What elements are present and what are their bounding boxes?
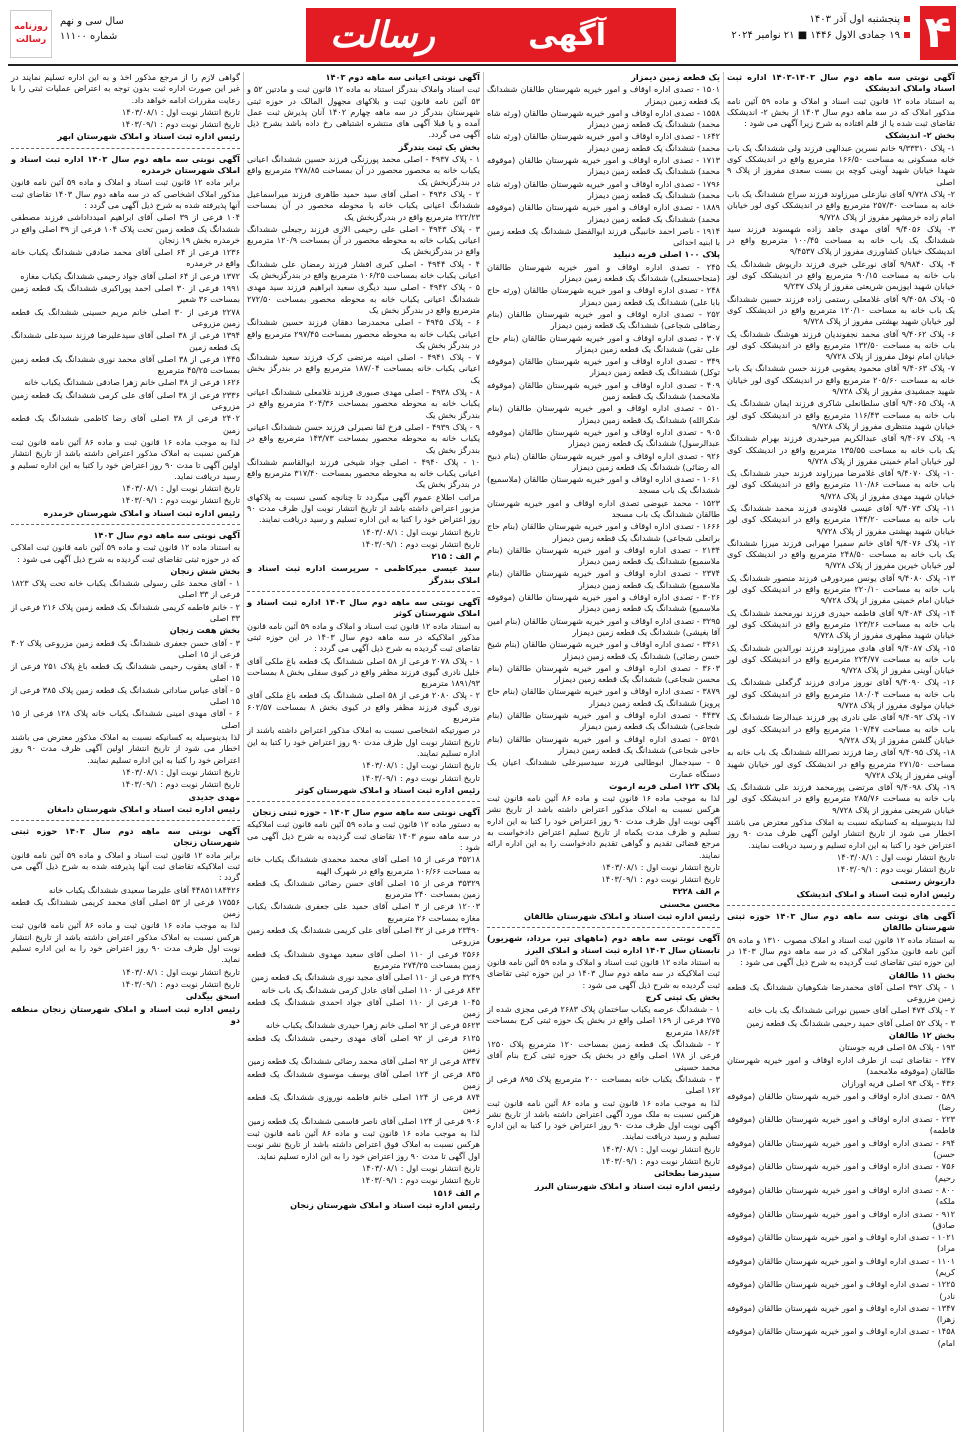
notice-text: ۱۱- پلاک ۹/۴۰۷۳ آقای عیسی قلاوندی فرزند محمد ششدانگ یک باب خانه به مساحت ۱۴۴/۲۰ مترمربع واقع در اندیشکک کوی لور خیابان شهید بهشتی مفروز از پلاک ۹/۷۲۸ [727, 502, 955, 536]
notice-text: ۲- پلاک ۹/۷۲۸ آقای نیازعلی میرزاوند فرزند سراج ششدانگ یک باب خانه به مساحت ۲۵۷/۳۰ مترمربع واقع در اندیشکک کوی لور خیابان امام زاده خرمشهر مفروز از پلاک ۹/۷۲۸ [727, 188, 956, 222]
notice-text: ۳ - آقای حسن جعفری ششدانگ یک قطعه زمین مزروعی پلاک ۴۰۲ فرعی از ۱۵ اصلی [11, 637, 240, 659]
notice-signature: محسن محسنی [659, 898, 720, 909]
notice-text: ۲۳۷۴ - تصدی اداره اوقاف و امور خیریه شهرستان طالقان (بنام ملاسمیع) ششدانگ یک قطعه زمین دیمزار [487, 568, 720, 590]
date-line-2: ۱۹ جمادی الاول ۱۴۴۶ ■ ۲۱ نوامبر ۲۰۲۴ [731, 30, 900, 41]
notice-text: ۱۲۰۰۳ فرعی از ۳ اصلی آقای حمید علی جعفری ششدانگ یکباب مغازه بمساحت ۲۶ مترمربع [247, 901, 481, 923]
notice-text: ۲۲۳ - تصدی اداره اوقاف و امور خیریه شهرستان طالقان (موقوفه فاطمه) [727, 1114, 955, 1136]
notice-heading: رئیس اداره ثبت اسناد و املاک اندیشکک [796, 888, 955, 899]
notice-text: ۸۷۴ فرعی از ۱۲۴ اصلی خانم فاطمه نوروزی ششدانگ یک قطعه زمین [247, 1092, 480, 1114]
notice-text: ۱۸- پلاک ۹/۴۰۹۵ آقای رضا فرزند نصرالله ششدانگ یک باب خانه به مساحت ۲۷۱/۵۰ مترمربع واقع در اندیشکک کوی لور خیابان شهید آوینی مفروز از پلاک ۹/۷۲۸ [727, 747, 956, 780]
logo-text-1: روزنامه [14, 22, 48, 32]
notice-separator [11, 148, 240, 149]
notice-text: ۱ - آقای محمد علی رسولی ششدانگ یکباب خانه تحت پلاک ۱۸۲۳ فرعی از ۳۳ اصلی [11, 578, 240, 600]
notice-text: ۱۴۵۸ - تصدی اداره اوقاف و امور خیریه شهرستان طالقان (موقوفه امام) [727, 1326, 955, 1348]
notice-heading: آگهی نوبتی سه ماهه دوم (ماههای تیر، مرداد، شهریور) تابستان سال ۱۴۰۳ اداره ثبت اسناد و املاک البرز [487, 933, 720, 955]
notice-text: ۳۴۹ - تصدی اداره اوقاف و امور خیریه شهرستان طالقان (موقوفه توکل) ششدانگ یک قطعه زمین دیمزار [487, 356, 720, 378]
notice-heading: پلاک ۱۲۳ اصلی قریه ارموت [609, 780, 720, 791]
notice-text: ۳۰۲۶ - تصدی اداره اوقاف و امور خیریه شهرستان طالقان (موقوفه ملاسمیع) ششدانگ یک قطعه زمین دیمزار [487, 592, 720, 614]
notice-text: ۱۹- پلاک ۹/۴۰۹۸ آقای مرتضی پورمحمد فرزند علی ششدانگ یک باب خانه به مساحت ۲۸۵/۷۶ مترمربع واقع در اندیشکک کوی لور خیابان شریعتی مفروز از پلاک ۹/۷۲۸ [727, 782, 955, 815]
notice-heading: م الف ۱۵۱۶ [432, 1187, 480, 1198]
notice-text: تاریخ انتشار نوبت دوم : ۱۴۰۳/۰۹/۱ [361, 772, 480, 783]
notice-text: ۳۰۷ - تصدی اداره اوقاف و امور خیریه شهرستان طالقان (بنام حاج علی تقی) ششدانگ یک قطعه زمین دیمزار [487, 332, 720, 354]
notice-text: ۷- پلاک ۹/۴۰۶۳ آقای محمود یعقوبی فرزند حسن ششدانگ یک باب خانه به مساحت ۲۰۵/۶۰ مترمربع واقع در اندیشکک کوی لور خیابان شهید جمشیدی مفروز از پلاک ۹/۷۲۸ [727, 363, 955, 397]
notice-text: ۸ - پلاک ۴۹۳۸ - اصلی مهدی صبوری فرزند غلامعلی ششدانگ اعیانی یکباب خانه به محوطه محصور بمساحت ۲۰۴/۳۶ مترمربع واقع در بندرگز بخش یک [247, 387, 480, 420]
notice-heading: یک قطعه زمین دیمزار [631, 72, 720, 82]
notice-text: ۱۰۴۵ فرعی از ۱۱۰ اصلی آقای جواد احمدی ششدانگ یک قطعه زمین [247, 996, 480, 1019]
notice-text: مراتب اطلاع عموم آگهی میگردد تا چنانچه کسی نسبت به پلاکهای مزبور اعتراض داشته باشد از تاریخ انتشار نوبت اول ظرف مدت ۹۰ روز اعتراض خود را کتبا به این اداره تسلیم و رسید دریافت نمایند. [247, 491, 480, 525]
notice-separator [247, 591, 480, 592]
notice-text: ۱۹۹۱ فرعی از ۳۰ اصلی احمد پوراکبری ششدانگ یک قطعه زمین بمساحت ۳۶ شعیر [11, 283, 240, 305]
notice-text: ۸۴۳ فرعی از ۱۱۰ اصلی آقای عادل کرمی ششدانگ یک باب خانه [261, 984, 480, 995]
notice-signature: سیدرضا بطحائی [653, 1168, 720, 1179]
notice-text: ۷ - پلاک ۴۹۴۱ - اصلی امینه مرتضی کرک فرزند سعید ششدانگ اعیانی یکباب خانه بمساحت ۱۸۷/۰۴ مترمربع واقع در بندرگز بخش یک [247, 352, 480, 385]
notice-text: ۴۴۸۵۱۱۸۴۴۲۶ آقای علیرضا سعیدی ششدانگ یکباب خانه [48, 884, 240, 895]
section-title: آگهی [528, 18, 606, 53]
notice-text: ۴ - آقای یعقوب رحیمی ششدانگ یک قطعه باغ پلاک ۲۵۱ فرعی از ۱۵ اصلی [11, 661, 240, 683]
notice-text: ۸۳۴۷ فرعی از ۹۲ اصلی آقای محمد رضائی ششدانگ یک قطعه زمین [247, 1056, 480, 1067]
notice-text: تاریخ انتشار نوبت دوم : ۱۴۰۳/۰۹/۱ [361, 538, 480, 549]
notice-text: ۲۵۲ - تصدی اداره اوقاف و امور خیریه شهرستان طالقان (بنام رضاقلی شجاعی) ششدانگ یک قطعه زمین دیمزار [487, 308, 720, 331]
date-line-1: پنجشنبه اول آذر ۱۴۰۳ [809, 14, 900, 25]
notice-text: ۲۴۵ - تصدی اداره اوقاف و امور خیریه شهرستان طالقان (منجاحسنعلی) ششدانگ یک قطعه زمین دیمزار [487, 261, 720, 284]
notice-text: ۱۰۲۱ - تصدی اداره اوقاف و امور خیریه شهرستان طالقان (موقوفه مراد) [727, 1232, 955, 1254]
notice-text: ۳۵۲۱۸ فرعی از ۱۵ اصلی آقای محمد محمدی ششدانگ یکباب خانه به مساحت ۱۰۶/۶۶ مترمربع واقع در شهرک الهیه [247, 854, 480, 876]
notice-text: ۶ - پلاک ۴۹۴۵ - اصلی محمدرضا دهقان فرزند حسین ششدانگ اعیانی یکباب خانه به محوطه محصور بمساحت ۲۹۷/۴۵ مترمربع واقع در بندرگز بخش یک [247, 317, 481, 350]
notice-text: ۲۴۰۲ فرعی از ۳۸ اصلی آقای رضا کاظمی ششدانگ یک قطعه زمین [11, 413, 240, 435]
notice-text: ۱۴- پلاک ۹/۴۰۸۴ آقای فاطمه حیدری فرزند نورمحمد ششدانگ یک باب خانه به مساحت ۱۲۳/۲۶ مترمربع واقع در اندیشکک کوی لور خیابان شهید مطهری مفروز از پلاک ۹/۷۲۸ [727, 607, 956, 641]
notice-text: لذا بدینوسیله به کسانیکه نسبت به املاک مذکور معترض می باشند اخطار می شود از تاریخ انتشار اولین آگهی ظرف مدت ۹۰ روز اعتراض خود را کتبا به این اداره تسلیم و رسید دریافت نمایند. [727, 817, 955, 850]
small-logo [10, 10, 52, 58]
notice-text: ۵ - آقای عباس ساداتی ششدانگ یک قطعه زمین پلاک ۳۸۵ فرعی از ۱۵ اصلی [11, 684, 241, 707]
notice-heading: سید عیسی میرکاظمی - سرپرست اداره ثبت اسناد و املاک بندرگز [247, 563, 480, 585]
notice-heading: بخش یک ثبتی کرج [645, 991, 720, 1002]
notice-heading: رئیس اداره ثبت اسناد و املاک شهرستان زنجان [290, 1199, 480, 1210]
notice-text: تاریخ انتشار نوبت دوم : ۱۴۰۳/۰۹/۱ [121, 978, 240, 989]
notice-text: ۲۳۴۹۰ فرعی از ۴۲ اصلی آقای علی کریمی ششدانگ یک قطعه زمین مزروعی [247, 925, 480, 947]
notice-heading: رئیس اداره ثبت اسناد و املاک شهرستان ابهر [57, 131, 240, 142]
notice-text: ۸۳۵ فرعی از ۱۲۴ اصلی آقای یوسف موسوی ششدانگ یک قطعه زمین [247, 1068, 480, 1090]
column-1 [723, 72, 958, 1432]
notice-text: به دستور ماده ۱۲ قانون ثبت و ماده ۵۹ آئین نامه قانون ثبت املاکیکه در سه ماهه سوم ۱۴۰۳ تقاضای ثبت گردیده به شرح ذیل آگهی می شود : [247, 819, 480, 852]
notice-text: ۱۵۰۱ - تصدی اداره اوقاف و امور خیریه شهرستان طالقان ششدانگ یک قطعه زمین دیمزار [487, 84, 720, 106]
notice-text: به استناد ماده ۱۲ قانون ثبت اسناد و املاک و ماده ۵۹ آئین نامه قانون ثبت املاکیکه در سه ماهه دوم سال ۱۴۰۳ در این حوزه ثبتی تقاضای ثبت گردیده به شرح ذیل آگهی می شود : [487, 956, 720, 990]
bullet-icon [904, 16, 910, 22]
notice-text: ۲ - پلاک ۴۷۴ اصلی آقای حسین نورانی ششدانگ یک باب خانه [747, 1005, 955, 1016]
notice-text: ۱ - پلاک ۳۹۲ اصلی آقای محمدرضا شکوهیان ششدانگ یک قطعه زمین مزروعی [727, 981, 955, 1004]
notice-text: ۱ - ششدانگ عرصه یکباب ساختمان پلاک ۲۶۸۳ فرعی مجزی شده از ۲۷۵ فرعی از ۱۶۹ اصلی واقع در بخش یک حوزه ثبتی کرج بمساحت ۱۸۶/۶۴ مترمربع [487, 1004, 720, 1037]
notice-text: تاریخ انتشار نوبت دوم : ۱۴۰۳/۰۹/۱ [601, 874, 720, 885]
notice-separator [11, 820, 240, 821]
notice-text: به استناد ماده ۱۲ قانون ثبت اسناد و املاک مصوب ۱۳۱۰ و ماده ۵۹ آئین نامه قانون مذکور املاکی که در سه ماهه دوم سال ۱۴۰۳ در این حوزه ثبتی تقاضای ثبت گردیده به شرح ذیل آگهی می شود : [727, 934, 956, 968]
notice-heading: آگهی نوبتی سه ماهه سوم سال ۱۴۰۳ - حوزه ثبتی زنجان [252, 807, 480, 818]
notice-text: ۱۸۸۹ - تصدی اداره اوقاف و امور خیریه شهرستان طالقان (موقوفه محمد) ششدانگ یک قطعه زمین دیمزار [487, 202, 720, 224]
notice-heading: رئیس اداره ثبت اسناد و املاک شهرستان زنجان منطقه دو [11, 1003, 240, 1025]
notice-text: ۳۶۰۳ - تصدی اداره اوقاف و امور خیریه شهرستان طالقان (بنام محسن شجاعی) ششدانگ یک قطعه زمین دیمزار [487, 662, 720, 685]
notice-text: ۱۵- پلاک ۹/۴۰۸۷ آقای هادی میرزاوند فرزند نورالدین ششدانگ یک باب خانه به مساحت ۲۲۴/۷۷ مترمربع واقع در اندیشکک کوی لور خیابان آوینی مفروز از پلاک ۹/۷۲۸ [727, 642, 955, 676]
notice-separator [727, 905, 955, 906]
notice-text: ۱ - پلاک ۴۹۳۷ - اصلی محمد پورزنگی فرزند حسین ششدانگ اعیانی یکباب خانه به محصور محصور در آن بمساحت ۲۷۸/۸۵ مترمربع واقع در بندرگزبخش یک [247, 154, 480, 187]
notice-text: لذا به موجب ماده ۱۶ قانون ثبت و ماده ۸۶ آئین نامه قانون ثبت هرکس نسبت به املاک فوق اعتراض داشته باشد از تاریخ نشر نوبت اول آگهی تا مدت ۹۰ روز اعتراض خود را به این اداره تسلیم نماید. [247, 1128, 480, 1161]
notice-text: برابر ماده ۱۲ قانون ثبت اسناد و املاک و ماده ۵۹ آئین نامه قانون ثبت املاکیکه تقاضای ثبت آنها پذیرفته شده به شرح ذیل آگهی می گردد : [11, 849, 241, 883]
notice-text: ۲ - ششدانگ یک قطعه زمین بمساحت ۱۲۰ مترمربع پلاک ۱۲۵۰ فرعی از ۱۷۸ اصلی واقع در بخش یک حوزه ثبتی کرج بنام آقای محمد حسینی [487, 1039, 721, 1072]
date-block [731, 12, 910, 44]
notice-text: ۳ - ششدانگ یکباب خانه بمساحت ۲۰۰ مترمربع پلاک ۸۹۵ فرعی از ۱۶۲ اصلی [487, 1073, 720, 1096]
notice-text: ۲۳۳۶ فرعی از ۳۸ اصلی آقای علی کرمی ششدانگ یک قطعه زمین مزروعی [11, 389, 240, 412]
page-number: ۴ [920, 6, 956, 60]
notice-heading: آگهی نوبتی سه ماهه دوم سال ۱۴۰۳ اداره ثبت اسناد و املاک شهرستان کوثر [247, 597, 480, 619]
column-2 [483, 72, 723, 1432]
notice-text: ۱۶۶۶ - تصدی اداره اوقاف و امور خیریه شهرستان طالقان (بنام حاج براتعلی شجاعی) ششدانگ یک قطعه زمین دیمزار [487, 521, 720, 543]
notice-heading: پلاک ۱۰۰ اصلی قریه دنبلید [613, 249, 720, 260]
notice-heading: رئیس اداره ثبت اسناد و املاک شهرستان خرمدره [43, 507, 240, 518]
notice-text: ۴- پلاک ۹/۹۸۴۰ آقای نورعلی خیری فرزند داریوش ششدانگ یک باب خانه به مساحت ۹۰/۱۵ مترمربع واقع در اندیشکک کوی لور خیابان شهید ایوزیمن شریعتی مفروز از پلاک ۹/۲۳۷ [727, 258, 955, 292]
notice-text: تاریخ انتشار نوبت اول : ۱۴۰۳/۰۸/۱ [121, 483, 240, 494]
issue-meta [60, 14, 124, 44]
notice-text: تاریخ انتشار نوبت اول : ۱۴۰۳/۰۸/۱ [361, 526, 480, 537]
notice-text: تاریخ انتشار نوبت دوم : ۱۴۰۳/۰۹/۱ [601, 1156, 720, 1167]
notice-text: ۲۴۸ - تصدی اداره اوقاف و امور خیریه شهرستان طالقان (ورثه حاج بابا علی) ششدانگ یک قطعه زمین دیمزار [487, 285, 720, 307]
notice-text: تاریخ انتشار نوبت دوم : ۱۴۰۳/۰۹/۱ [361, 1175, 480, 1186]
columns-area [8, 72, 958, 1432]
notice-text: ۱۵۵۸ - تصدی اداره اوقاف و امور خیریه شهرستان طالقان (ورثه شاه محمد) ششدانگ یک قطعه زمین دیمزار [487, 107, 720, 130]
notice-text: ۲۴۷ - تقاضای ثبت از طرف اداره اوقاف و امور خیریه شهرستان طالقان (موقوفه ملامحمد) [727, 1054, 955, 1076]
notice-text: لذا به موجب ماده ۱۶ قانون ثبت و ماده ۸۶ آئین نامه قانون ثبت هرکس نسبت به ملک مورد آگهی اعتراض داشته باشد از تاریخ نشر آگهی نوبت اول ظرف مدت ۹۰ روز اعتراض خود را کتبا به این اداره تسلیم و رسید دریافت نمایند. [487, 1097, 720, 1142]
notice-heading: بخش ۱۲ طالقان [888, 1030, 955, 1041]
notice-text: ۵ - سیدجمال ابوطالبی فرزند سیدسیرعلی ششدانگ اعیان یک دستگاه عمارت [487, 757, 720, 779]
notice-text: ۱۶- پلاک ۹/۴۰۹۰ آقای نوروز مرادی فرزند گرگعلی ششدانگ یک باب خانه به مساحت ۱۸۰/۰۴ مترمربع واقع در اندیشکک کوی لور خیابان مولوی مفروز از پلاک ۹/۷۲۸ [727, 677, 956, 711]
notice-text: ۱۳- پلاک ۹/۴۰۸۰ آقای یونس میردورقی فرزند منصور ششدانگ یک باب خانه به مساحت ۲۲۰/۱۰ مترمربع واقع در اندیشکک کوی لور خیابان امام خمینی مفروز از پلاک ۹/۷۲۸ [727, 572, 955, 606]
notice-text: ۱۹۱۴ - ناصر احمد خانبیگی فرزند ابوالفضل ششدانگ یک قطعه زمین با ابنیه احداثی [487, 225, 720, 248]
notice-text: ۱ - پلاک ۲۰۷۸ فرعی از ۵۸ اصلی ششدانگ یک قطعه باغ ملکی آقای خلیل نادری گیوی فرزند مظفر واقع در کیوی سفلی بخش ۸ بمساحت ۱۸۹۱/۹۳ مترمربع [247, 655, 480, 689]
notice-text: به استناد ماده ۱۲ قانون ثبت اسناد و املاک و ماده ۵۹ آئین نامه مذکور املاک که در سه ماهه دوم سال ۱۴۰۳ از بخش ۲- اندیشکک تقاضای ثبت شده یا از قلم افتاده به شرح زیرا آگهی می شود : [727, 95, 955, 129]
notice-heading: آگهی نوبتی سه ماهه دوم سال ۱۴۰۳ حوزه ثبتی شهرستان زنجان [11, 826, 240, 848]
notice-text: ۲ - خانم فاطمه کریمی ششدانگ یک قطعه زمین پلاک ۲۱۶ فرعی از ۳۳ اصلی [11, 601, 240, 624]
notice-text: ۱۰۴ فرعی از ۳۹ اصلی آقای ابراهیم امیدداداشی فرزند مصطفی ششدانگ یک قطعه زمین تحت پلاک ۱۰۴ فرعی از ۳۹ اصلی واقع در خرمدره بخش ۱۹ زنجان [11, 212, 240, 245]
notice-text: ثبت اسناد واملاک بندرگز استناد به ماده ۱۲ قانون ثبت و مادتین ۵۲ و ۵۳ آئین نامه قانون ثبت و بلاکهای مجهول المالک در حوزه ثبتی شهرستان بندرگز در سه ماهه چهارم ۱۴۰۲ آنان پذیرش ثبت عمل آمده و یا قبلا آگهی های منتشره اشتباهی رخ داده باشد بشرح ذیل آگهی می گردد. [247, 84, 481, 140]
notice-text: تاریخ انتشار نوبت اول : ۱۴۰۳/۰۸/۱ [601, 861, 720, 872]
notice-text: به استناد ماده ۱۲ قانون ثبت و ماده ۵۹ آئین نامه قانون ثبت املاکی که در حوزه ثبتی تقاضای ثبت گردیده به شرح ذیل آگهی می شود : [11, 542, 240, 564]
notice-heading: آگهی نوبتی اعیانی سه ماهه دوم ۱۴۰۳ [325, 72, 480, 82]
section-banner [306, 8, 676, 62]
notice-text: لذا به موجب ماده ۱۶ قانون ثبت و ماده ۸۶ آئین نامه قانون ثبت هرکس نسبت به املاک مذکور اعتراض داشته باشد از تاریخ نشر آگهی نوبت اول ظرف مدت ۹۰ روز اعتراض خود را کتبا به این اداره تسلیم و ظرف مدت یکماه از تاریخ تسلیم اعتراض دادخواست به مرجع قضائی تقدیم و گواهی تقدیم دادخواست را به این اداره ارائه نمایند. [487, 793, 720, 860]
notice-heading: بخش هفت زنجان [169, 625, 240, 636]
notice-text: ۷۵۶ - تصدی اداره اوقاف و امور خیریه شهرستان طالقان (موقوفه رحیم) [727, 1161, 955, 1183]
notice-separator [11, 524, 240, 525]
notice-text: ۱۳۷۲ فرعی از ۶۴ اصلی آقای جواد رحیمی ششدانگ یکباب مغازه [20, 270, 240, 281]
notice-text: ۱۶۴۲ - تصدی اداره اوقاف و امور خیریه شهرستان طالقان (ورثه شاه محمد) ششدانگ یک قطعه زمین دیمزار [487, 131, 720, 153]
notice-text: ۱۴۴۵ فرعی از ۳۸ اصلی آقای محمد نوری ششدانگ یک قطعه زمین بمساحت ۴۵/۲۵ مترمربع [11, 353, 240, 376]
notice-text: ۶- پلاک ۹/۴۰۶۲ آقای محمد نجفوندیان فرزند هوشنگ ششدانگ یک باب خانه به مساحت ۱۳۲/۵۰ مترمربع واقع در اندیشکک کوی لور خیابان امام نوفل مفروز از پلاک ۹/۷۲۸ [727, 328, 955, 362]
issue-line: شماره ۱۱۱۰۰ [60, 31, 118, 42]
notice-text: ۵۱۰ - تصدی اداره اوقاف و امور خیریه شهرستان طالقان (بنام شکرالله) ششدانگ یک قطعه زمین دیمزار [487, 403, 720, 425]
notice-heading: رئیس اداره ثبت اسناد و املاک شهرستان البرز [534, 1180, 720, 1191]
notice-text: ۲ - پلاک ۴۹۳۶ - اصلی آقای سید حمید طاهری فرزند میراسماعیل ششدانگ اعیانی یکباب خانه با محوطه محصور در آن بمساحت ۲۲۲/۲۳ مترمربع واقع در بندرگزبخش یک [247, 188, 480, 222]
notice-text: ۶۱۲۵ فرعی از ۹۲ اصلی آقای مهدی رحیمی ششدانگ یک قطعه زمین [247, 1032, 480, 1055]
notice-signature: اسحق بیگدلی [185, 991, 240, 1002]
notice-text: ۴ - پلاک ۴۹۴۴ - اصلی کبری افشار فرزند رمضان علی ششدانگ اعیانی یکباب خانه بمساحت ۱۰۶/۲۵ مترمربع واقع در بندرگزبخش یک [247, 258, 480, 281]
notice-text: در صورتیکه اشخاصی نسبت به املاک مذکور اعتراض داشته باشند از تاریخ انتشار نوبت اول ظرف مدت ۹۰ روز اعتراض خود را کتبا به این اداره تسلیم نمایند. [247, 725, 480, 758]
notice-text: ۳ - پلاک ۴۹۴۳ - اصلی علی رحیمی الازی فرزند رجبعلی ششدانگ اعیانی یکباب خانه به محوطه محصور در آن بمساحت ۱۲۰/۹ مترمربع واقع در بندرگزبخش یک [247, 223, 480, 257]
notice-text: ۳۸۷۹ - تصدی اداره اوقاف و امور خیریه شهرستان طالقان (بنام حاج پرویز) ششدانگ یک قطعه زمین دیمزار [487, 686, 720, 708]
notice-text: تاریخ انتشار نوبت دوم : ۱۴۰۳/۰۹/۱ [121, 779, 240, 790]
notice-text: ۵۶۲۳ فرعی از ۹۲ اصلی خانم زهرا حیدری ششدانگ یکباب خانه [265, 1020, 480, 1031]
notice-text: تاریخ انتشار نوبت اول : ۱۴۰۳/۰۸/۱ [121, 766, 240, 777]
notice-text: ۱۳۹۴ فرعی از ۳۸ اصلی آقای سیدعلیرضا فرزند سیدعلی ششدانگ یک قطعه زمین [11, 330, 240, 352]
notice-text: ۹- پلاک ۹/۴۰۶۷ آقای عبدالکریم میرحیدری فرزند بهرام ششدانگ یک باب خانه به مساحت ۱۳۵/۵۵ مترمربع واقع در اندیشکک کوی لور خیابان امام خمینی مفروز از پلاک ۹/۷۲۸ [727, 433, 955, 466]
notice-text: ۹۰۵ - تصدی اداره اوقاف و امور خیریه شهرستان طالقان (موقوفه عبدالرسول) ششدانگ یک قطعه زمین دیمزار [487, 426, 720, 449]
notice-text: به استناد ماده ۱۲ قانون ثبت اسناد و املاک و ماده ۵۹ آئین نامه قانون مذکور املاکیکه در سه ماهه دوم سال ۱۴۰۳ در این حوزه ثبتی تقاضای ثبت گردیده به شرح ذیل آگهی می گردد : [247, 620, 480, 654]
notice-text: ۳۵۳۲۹ فرعی از ۱۵ اصلی آقای حسن رضائی ششدانگ یک قطعه زمین بمساحت ۲۴۰ مترمربع [247, 877, 481, 900]
column-4 [8, 72, 243, 1432]
notice-text: ۱۲۲۵ - تصدی اداره اوقاف و امور خیریه شهرستان طالقان (موقوفه نادر) [727, 1279, 955, 1301]
notice-heading: آگهی نوبتی سه ماهه دوم سال ۱۴۰۳ اداره ثبت اسناد و املاک شهرستان خرمدره [11, 153, 240, 176]
notice-text: ۲ - پلاک ۲۰۸۰ فرعی از ۵۸ اصلی ششدانگ یک قطعه باغ ملکی آقای نوری گیوی فرزند مظفر واقع در کیوی بخش ۸ بمساحت ۶۰۲/۵۷ مترمربع [247, 690, 481, 724]
notice-heading: بخش شش زنجان [170, 565, 240, 576]
notice-text: ۱۷- پلاک ۹/۴۰۹۲ آقای علی نادری پور فرزند عبدالرضا ششدانگ یک باب خانه به مساحت ۱۰۷/۴۷ مترمربع واقع در اندیشکک کوی لور خیابان گلشن مفروز از پلاک ۹/۷۲۸ [727, 712, 955, 745]
notice-text: ۲۵۶۶ فرعی از ۱۱۰ اصلی آقای سعید مهدوی ششدانگ یک قطعه زمین بمساحت ۲۷۴/۲۵ مترمربع [247, 948, 480, 970]
notice-text: ۴۳۶ - پلاک ۹۳ اصلی قریه اورازان [841, 1078, 955, 1089]
notice-signature: داریوش رستمی [891, 876, 955, 887]
notice-text: تاریخ انتشار نوبت اول : ۱۴۰۳/۰۸/۱ [601, 1143, 720, 1154]
logo-text-2: رسالت [15, 35, 47, 45]
notice-heading: آگهی نوبتی سه ماهه دوم سال ۱۴۰۳ [93, 529, 240, 540]
notice-text: تاریخ انتشار نوبت اول : ۱۴۰۳/۰۸/۱ [361, 1163, 480, 1174]
page-header [0, 0, 966, 70]
notice-text: ۵۲۵۱ - تصدی اداره اوقاف و امور خیریه شهرستان طالقان (بنام حاجی شجاعی) ششدانگ یک قطعه زمین دیمزار [487, 733, 720, 755]
notice-text: ۸- پلاک ۹/۴۰۶۵ آقای سلطانعلی شاکری فرزند ایمان ششدانگ یک باب خانه به مساحت ۱۱۶/۴۳ مترمربع واقع در اندیشکک کوی لور خیابان شهید منتظری مفروز از پلاک ۹/۷۲۸ [727, 398, 955, 431]
notice-text: ۲۱۳۴ - تصدی اداره اوقاف و امور خیریه شهرستان طالقان (بنام ملاسمیع) ششدانگ یک قطعه زمین دیمزار [487, 544, 720, 567]
notice-signature: مهدی جدیدی [188, 791, 240, 802]
notice-heading: آگهی های نوبتی سه ماهه دوم سال ۱۴۰۳ حوزه ثبتی شهرستان طالقان [727, 911, 955, 933]
notice-text: ۵۸۹ - تصدی اداره اوقاف و امور خیریه شهرستان طالقان (موقوفه رضا) [727, 1090, 955, 1112]
notice-text: ۳۲۴۹ فرعی از ۱۱۰ اصلی آقای مجید نوری ششدانگ یک قطعه زمین [251, 972, 480, 983]
notice-text: ۱۰- پلاک ۹/۴۰۷۰ آقای غلامرضا میرزاوند فرزند حیدر ششدانگ یک باب خانه به مساحت ۱۱۰/۸۶ مترمربع واقع در اندیشکک کوی لور خیابان شهید مهدی مفروز از پلاک ۹/۷۲۸ [727, 468, 956, 501]
notice-text: ۹ - پلاک ۴۹۳۹ - اصلی فرخ لقا نصیرلی فرزند حسن ششدانگ اعیانی یکباب خانه به محوطه محصور بمساحت ۱۴۳/۷۳ مترمربع واقع در بندرگز بخش یک [247, 421, 480, 455]
notice-text: ۳۲۹۵ - تصدی اداره اوقاف و امور خیریه شهرستان طالقان (بنام امین آقا بغیشی) ششدانگ یک قطعه زمین دیمزار [487, 615, 720, 637]
notice-text: تاریخ انتشار نوبت دوم : ۱۴۰۳/۰۹/۱ [121, 119, 240, 130]
notice-text: تاریخ انتشار نوبت دوم : ۱۴۰۳/۰۹/۱ [836, 864, 955, 875]
notice-text: تاریخ انتشار نوبت دوم : ۱۴۰۳/۰۹/۱ [121, 495, 240, 506]
year-line: سال سی و نهم [60, 16, 124, 27]
notice-heading: م الف : ۲۱۵ [431, 551, 480, 562]
notice-text: ۶ - آقای مهدی امینی ششدانگ یکباب خانه پلاک ۱۲۸ فرعی از ۱۵ اصلی [11, 708, 241, 730]
notice-text: ۱۲- پلاک ۹/۴۰۷۶ آقای خانم سمیرا مهرابی فرزند میرزا ششدانگ یک باب خانه به مساحت ۲۴۸/۵۰ مترمربع واقع در اندیشکک کوی لور خیابان خیرین مفروز از پلاک ۹/۷۲۸ [727, 537, 955, 571]
notice-heading: بخش یک ثبت بندرگز [398, 141, 480, 152]
notice-text: ۲۲۷۸ فرعی از ۳۰ اصلی خانم مریم حسینی ششدانگ یک قطعه زمین مزروعی [11, 306, 240, 328]
notice-text: تاریخ انتشار نوبت اول : ۱۴۰۳/۰۸/۱ [121, 106, 240, 117]
notice-text: ۹۱۲ - تصدی اداره اوقاف و امور خیریه شهرستان طالقان (موقوفه صادق) [727, 1208, 955, 1230]
notice-text: ۱۷۵۵۶ فرعی از ۵۳ اصلی آقای محمد کریمی ششدانگ یک قطعه زمین [11, 896, 240, 919]
notice-text: ۱۰ - پلاک ۴۹۴۰ - اصلی جواد شیخی فرزند ابوالقاسم ششدانگ اعیانی یکباب خانه به محوطه محصور بمساحت ۳۱۷/۴۰ مترمربع واقع در بندرگز بخش یک [247, 456, 481, 490]
notice-text: ۹۲۶ - تصدی اداره اوقاف و امور خیریه شهرستان طالقان (بنام ذبیح اله رضائی) ششدانگ یک قطعه زمین دیمزار [487, 450, 720, 472]
notice-text: ۱۶۲۶ فرعی از ۳۸ اصلی خانم زهرا صادقی ششدانگ یکباب خانه [24, 377, 240, 388]
notice-text: ۱۱۰۱ - تصدی اداره اوقاف و امور خیریه شهرستان طالقان (موقوفه کریم) [727, 1255, 955, 1277]
notice-text: لذا به موجب ماده ۱۶ قانون ثبت و ماده ۸۶ آئین نامه قانون ثبت هرکس نسبت به املاک مذکور اعتراض داشته باشد از تاریخ انتشار اولین آگهی تا مدت ۹۰ روز اعتراض خود را کتبا به این اداره تسلیم و رسید دریافت نماید. [11, 436, 240, 481]
notice-text: ۱- پلاک ۹/۳۳۳۱۰ خانم نسرین عبدالهی فرزند ولی ششدانگ یک باب خانه مسکونی به مساحت ۱۶۶/۵۰ مترمربع واقع در اندیشکک کوی شهدا خیابان شهید آوینی کوچه بن بست سعدی مفروز از پلاک ۹ اصلی [727, 142, 956, 187]
notice-text: ۱۷۹۶ - تصدی اداره اوقاف و امور خیریه شهرستان طالقان (ورثه شاه محمد) ششدانگ یک قطعه زمین دیمزار [487, 178, 720, 200]
notice-heading: رئیس اداره ثبت اسناد و املاک شهرستان طالقان [524, 911, 720, 922]
notice-text: ۳ - پلاک ۵۲ اصلی آقای حمید رحیمی ششدانگ یک قطعه زمین [746, 1017, 955, 1028]
notice-text: ۶۹۴ - تصدی اداره اوقاف و امور خیریه شهرستان طالقان (موقوفه حسن) [727, 1137, 955, 1160]
column-3 [243, 72, 483, 1432]
notice-heading: آگهی نوبتی سه ماهه دوم سال ۱۴۰۳-۱۴۰۳ اداره ثبت اسناد واملاک اندیشکک [727, 72, 955, 94]
notice-text: ۳۴۶۱ - تصدی اداره اوقاف و امور خیریه شهرستان طالقان (بنام شیخ حسن رضائی) ششدانگ یک قطعه زمین دیمزار [487, 639, 720, 661]
notice-heading: بخش ۲- اندیشکک [885, 130, 955, 141]
notice-text: تاریخ انتشار نوبت اول : ۱۴۰۳/۰۸/۱ [361, 760, 480, 771]
notice-text: ۱۹۳ - پلاک ۵۸ اصلی قریه جوستان [838, 1042, 955, 1053]
notice-text: ۴۴۳۷ - تصدی اداره اوقاف و امور خیریه شهرستان طالقان (بنام شجاعی) ششدانگ یک قطعه زمین دیمزار [487, 710, 720, 732]
notice-text: ۵ - پلاک ۴۹۴۲ - اصلی سید دیگری سعید ابراهیم فرزند سید مهدی ششدانگ اعیانی یکباب خانه به محوطه محصور بمساحت ۲۷۲/۵۰ مترمربع واقع در بندرگز بخش یک [247, 282, 480, 315]
notice-heading: رئیس اداره ثبت اسناد و املاک شهرستان دامغان [47, 803, 240, 814]
notice-text: ۱۳۴۷ - تصدی اداره اوقاف و امور خیریه شهرستان طالقان (موقوفه زهرا) [727, 1302, 955, 1325]
notice-text: ۴۰۹ - تصدی اداره اوقاف و امور خیریه شهرستان طالقان (موقوفه ملامحمد) ششدانگ یک قطعه زمین [487, 379, 720, 402]
notice-heading: م الف ۴۲۲۸ [672, 886, 720, 897]
notice-text: ۳- پلاک ۹/۴۰۵۶ آقای مهدی جاهد زاده شهسوند فرزند سید ششدانگ یک باب خانه به مساحت ۱۰۰/۴۵ مترمربع واقع در اندیشکک خیابان کشاورزی مفروز از پلاک ۹/۴۵۳۷ [727, 223, 955, 257]
notice-text: برابر ماده ۱۲ قانون ثبت اسناد و املاک و ماده ۵۹ آئین نامه قانون مذکور املاک اشخاصی که در سه ماهه دوم سال ۱۴۰۳ تقاضای ثبت آنها پذیرفته شده به شرح ذیل آگهی می گردد : [11, 177, 241, 210]
notice-heading: رئیس اداره ثبت اسناد و املاک شهرستان کوثر [295, 784, 480, 795]
notice-text: تاریخ انتشار نوبت اول : ۱۴۰۳/۰۸/۱ [121, 966, 240, 977]
notice-text: گواهی لازم را از مرجع مذکور اخذ و به این اداره تسلیم نمایند در غیر این صورت اداره ثبت بدون توجه به اعتراض عملیات ثبتی را با رعایت مقررات ادامه خواهد داد. [11, 72, 240, 105]
notice-text: ۸۰۰ - تصدی اداره اوقاف و امور خیریه شهرستان طالقان (موقوفه ملکه) [727, 1184, 955, 1207]
brand-logo: رسالت [330, 14, 435, 56]
notice-separator [247, 801, 480, 802]
notice-text: ۵- پلاک ۹/۴۰۵۸ آقای غلامعلی رستمی زاده فرزند حسین ششدانگ یک باب خانه به مساحت ۱۲۰/۱۰ مترمربع واقع در اندیشکک کوی لور خیابان شهید بهشتی مفروز از پلاک ۹/۷۲۸ [727, 293, 955, 327]
notice-heading: بخش ۱۱ طالقان [888, 969, 955, 980]
notice-text: لذا به موجب ماده ۱۶ قانون ثبت و ماده ۸۶ آئین نامه قانون ثبت هرکس نسبت به املاک مذکور اعتراض داشته باشد از تاریخ انتشار نوبت اول ظرف مدت ۹۰ روز اعتراض خود را به این اداره تسلیم نماید. [11, 920, 240, 965]
bullet-icon [904, 32, 910, 38]
notice-text: ۹۰۶ فرعی از ۱۲۴ اصلی آقای ناصر قاسمی ششدانگ یک قطعه زمین [247, 1115, 480, 1126]
notice-text: ۱۷۱۳ - تصدی اداره اوقاف و امور خیریه شهرستان طالقان (موقوفه محمد) ششدانگ یک قطعه زمین دیمزار [487, 155, 720, 177]
notice-separator [487, 927, 720, 928]
notice-text: ۱۰۶۱ - تصدی اداره اوقاف و امور خیریه شهرستان طالقان (ملاسمیع) ششدانگ یک باب مسجد [487, 474, 720, 496]
notice-text: ۱۵۲۳ - محمد عیوضی تصدی اداره اوقاف و امور خیریه شهرستان طالقان ششدانگ یک باب مسجد [487, 497, 720, 519]
notice-text: تاریخ انتشار نوبت اول : ۱۴۰۳/۰۸/۱ [836, 851, 955, 862]
notice-text: لذا بدینوسیله به کسانیکه نسبت به املاک مذکور معترض می باشند اخطار می شود از تاریخ انتشار اولین آگهی ظرف مدت ۹۰ روز اعتراض خود را کتبا به این اداره تسلیم نمایند. [11, 732, 240, 765]
notice-text: ۱۲۳۶ فرعی از ۶۴ اصلی آقای محمد صادقی ششدانگ یکباب خانه واقع در خرمدره [11, 247, 240, 269]
